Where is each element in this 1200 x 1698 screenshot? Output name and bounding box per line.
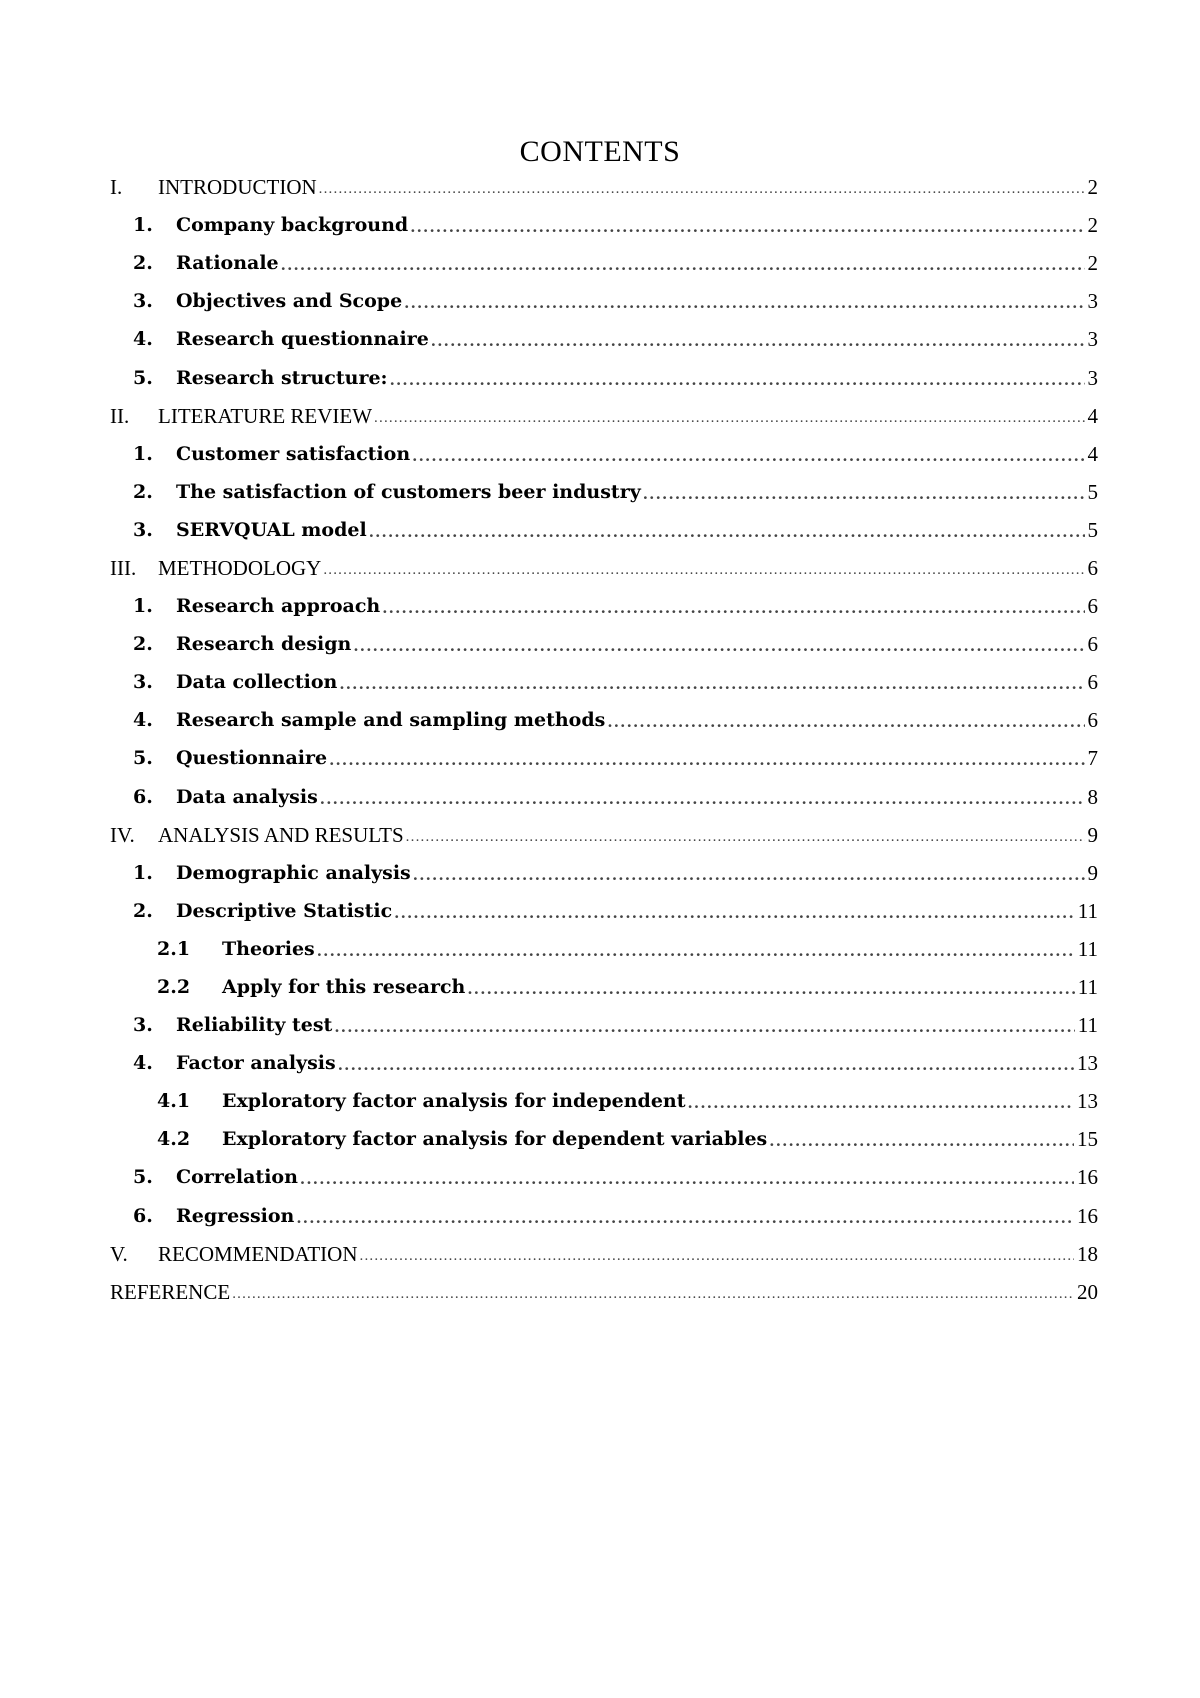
toc-entry-page-number: 6 <box>1087 632 1098 657</box>
toc-entry-number: 1. <box>133 595 153 618</box>
toc-entry-title: Objectives and Scope <box>176 290 403 313</box>
toc-entry[interactable] <box>110 1006 1098 1044</box>
toc-entry-page-number: 2 <box>1087 251 1098 276</box>
dot-leader <box>413 861 1085 885</box>
toc-entry-number: V. <box>110 1241 128 1266</box>
toc-entry-number: IV. <box>110 822 135 847</box>
toc-entry-number: 4.1 <box>157 1090 191 1113</box>
dot-leader <box>296 1204 1074 1228</box>
toc-entry-title: Theories <box>222 937 315 960</box>
toc-entry-page-number: 3 <box>1087 365 1098 390</box>
dot-leader <box>300 1165 1074 1189</box>
dot-leader <box>406 823 1085 847</box>
toc-entry-title: Data analysis <box>176 785 318 808</box>
toc-entry[interactable] <box>110 511 1098 549</box>
toc-entry-page-number: 15 <box>1077 1127 1098 1152</box>
toc-entry-number: 4. <box>133 1052 153 1075</box>
toc-entry-number: 3. <box>133 671 153 694</box>
toc-entry-page-number: 9 <box>1087 860 1098 885</box>
dot-leader <box>339 670 1084 694</box>
dot-leader <box>688 1089 1075 1113</box>
table-of-contents <box>110 168 1098 1311</box>
toc-entry-number: 6. <box>133 785 153 808</box>
dot-leader <box>412 442 1084 466</box>
toc-entry[interactable] <box>110 739 1098 777</box>
toc-entry-title: Rationale <box>176 252 279 275</box>
toc-entry-number: 5. <box>133 1166 153 1189</box>
toc-entry-number: 5. <box>133 366 153 389</box>
toc-entry-page-number: 3 <box>1087 289 1098 314</box>
toc-entry-title: Research design <box>176 633 352 656</box>
toc-entry[interactable] <box>110 625 1098 663</box>
toc-entry-title: Research questionnaire <box>176 328 429 351</box>
toc-entry[interactable] <box>110 1082 1098 1120</box>
toc-entry-title: Research approach <box>176 595 381 618</box>
toc-entry-page-number: 16 <box>1077 1165 1098 1190</box>
toc-entry-number: 2. <box>133 480 153 503</box>
toc-entry[interactable] <box>110 244 1098 282</box>
dot-leader <box>607 708 1084 732</box>
dot-leader <box>369 518 1085 542</box>
toc-entry-title: Correlation <box>176 1166 298 1189</box>
toc-entry-page-number: 18 <box>1077 1241 1098 1266</box>
toc-entry-page-number: 8 <box>1087 784 1098 809</box>
toc-entry-page-number: 20 <box>1077 1279 1098 1304</box>
toc-entry-number: 2. <box>133 633 153 656</box>
toc-entry-number: I. <box>110 175 123 200</box>
toc-entry[interactable] <box>110 587 1098 625</box>
toc-entry-title: Research structure: <box>176 366 388 389</box>
toc-entry[interactable] <box>110 930 1098 968</box>
dot-leader <box>467 975 1074 999</box>
toc-entry[interactable] <box>110 1273 1098 1311</box>
toc-entry-page-number: 6 <box>1087 594 1098 619</box>
toc-entry-title: Questionnaire <box>176 747 328 770</box>
toc-entry-title: The satisfaction of customers beer industry <box>176 480 641 503</box>
dot-leader <box>323 556 1084 580</box>
toc-entry[interactable] <box>110 892 1098 930</box>
toc-entry-number: 4. <box>133 328 153 351</box>
page-title: CONTENTS <box>519 135 681 168</box>
toc-entry-page-number: 2 <box>1087 213 1098 238</box>
toc-entry-title: Exploratory factor analysis for independent <box>222 1090 686 1113</box>
toc-entry-page-number: 7 <box>1087 746 1098 771</box>
toc-entry-page-number: 11 <box>1077 975 1098 1000</box>
toc-entry-title: INTRODUCTION <box>158 175 317 200</box>
toc-entry-number: 3. <box>133 1014 153 1037</box>
toc-entry-page-number: 6 <box>1087 708 1098 733</box>
toc-entry-page-number: 11 <box>1077 936 1098 961</box>
dot-leader <box>319 175 1085 199</box>
toc-entry[interactable] <box>110 168 1098 206</box>
toc-entry-title: Company background <box>176 214 409 237</box>
toc-entry-title: Reliability test <box>176 1014 333 1037</box>
toc-entry-title: REFERENCE <box>110 1279 231 1304</box>
dot-leader <box>769 1127 1074 1151</box>
toc-entry[interactable] <box>110 206 1098 244</box>
toc-entry-title: Descriptive Statistic <box>176 899 393 922</box>
toc-entry[interactable] <box>110 320 1098 358</box>
dot-leader <box>394 899 1075 923</box>
toc-entry-title: Regression <box>176 1204 295 1227</box>
toc-entry-number: 6. <box>133 1204 153 1227</box>
toc-entry-title: METHODOLOGY <box>158 555 322 580</box>
toc-entry-number: 3. <box>133 518 153 541</box>
toc-entry-page-number: 6 <box>1087 555 1098 580</box>
toc-entry[interactable] <box>110 1197 1098 1235</box>
dot-leader <box>360 1242 1075 1266</box>
toc-entry-page-number: 5 <box>1087 517 1098 542</box>
toc-entry[interactable] <box>110 435 1098 473</box>
toc-entry-number: 2. <box>133 252 153 275</box>
dot-leader <box>404 289 1084 313</box>
dot-leader <box>317 937 1075 961</box>
toc-entry-page-number: 5 <box>1087 479 1098 504</box>
toc-entry-page-number: 2 <box>1087 175 1098 200</box>
dot-leader <box>382 594 1084 618</box>
toc-entry-number: 2.2 <box>157 976 191 999</box>
dot-leader <box>390 366 1085 390</box>
toc-entry[interactable] <box>110 701 1098 739</box>
toc-entry-title: Factor analysis <box>176 1052 336 1075</box>
toc-entry-page-number: 9 <box>1087 822 1098 847</box>
toc-entry-title: Exploratory factor analysis for dependent variables <box>222 1128 768 1151</box>
dot-leader <box>329 746 1084 770</box>
toc-entry-title: Demographic analysis <box>176 861 411 884</box>
toc-entry-page-number: 4 <box>1087 441 1098 466</box>
dot-leader <box>410 213 1084 237</box>
toc-entry-title: ANALYSIS AND RESULTS <box>158 822 404 847</box>
dot-leader <box>338 1051 1074 1075</box>
dot-leader <box>353 632 1084 656</box>
toc-entry[interactable] <box>110 816 1098 854</box>
dot-leader <box>334 1013 1074 1037</box>
toc-entry-page-number: 6 <box>1087 670 1098 695</box>
toc-entry[interactable] <box>110 358 1098 396</box>
toc-entry-number: 1. <box>133 214 153 237</box>
toc-entry-number: 4. <box>133 709 153 732</box>
toc-entry-page-number: 13 <box>1077 1051 1098 1076</box>
toc-entry-page-number: 11 <box>1077 1013 1098 1038</box>
toc-entry-title: RECOMMENDATION <box>158 1241 358 1266</box>
toc-entry[interactable] <box>110 397 1098 435</box>
toc-entry-title: LITERATURE REVIEW <box>158 403 373 428</box>
dot-leader <box>281 251 1085 275</box>
toc-entry[interactable] <box>110 1158 1098 1196</box>
toc-entry-number: 2.1 <box>157 937 191 960</box>
toc-entry[interactable] <box>110 778 1098 816</box>
toc-entry-number: 4.2 <box>157 1128 191 1151</box>
toc-entry-page-number: 4 <box>1087 403 1098 428</box>
toc-entry-title: Research sample and sampling methods <box>176 709 606 732</box>
toc-entry-number: 1. <box>133 861 153 884</box>
toc-entry-title: Apply for this research <box>222 976 466 999</box>
toc-entry-page-number: 3 <box>1087 327 1098 352</box>
toc-entry[interactable] <box>110 968 1098 1006</box>
dot-leader <box>232 1280 1074 1304</box>
dot-leader <box>374 404 1084 428</box>
toc-entry-number: II. <box>110 403 130 428</box>
dot-leader <box>320 785 1085 809</box>
toc-entry-number: 1. <box>133 442 153 465</box>
toc-entry-number: III. <box>110 555 137 580</box>
toc-entry-page-number: 16 <box>1077 1203 1098 1228</box>
toc-entry[interactable] <box>110 663 1098 701</box>
toc-entry-title: Data collection <box>176 671 338 694</box>
toc-entry-title: SERVQUAL model <box>176 518 367 541</box>
toc-entry[interactable] <box>110 473 1098 511</box>
toc-entry-title: Customer satisfaction <box>176 442 411 465</box>
toc-entry[interactable] <box>110 1120 1098 1158</box>
toc-entry-number: 3. <box>133 290 153 313</box>
toc-entry[interactable] <box>110 1235 1098 1273</box>
toc-entry-page-number: 11 <box>1077 898 1098 923</box>
dot-leader <box>431 327 1085 351</box>
toc-entry-number: 2. <box>133 899 153 922</box>
toc-entry[interactable] <box>110 1044 1098 1082</box>
toc-entry-number: 5. <box>133 747 153 770</box>
toc-entry[interactable] <box>110 854 1098 892</box>
toc-entry[interactable] <box>110 549 1098 587</box>
toc-entry-page-number: 13 <box>1077 1089 1098 1114</box>
toc-entry[interactable] <box>110 282 1098 320</box>
dot-leader <box>643 480 1085 504</box>
